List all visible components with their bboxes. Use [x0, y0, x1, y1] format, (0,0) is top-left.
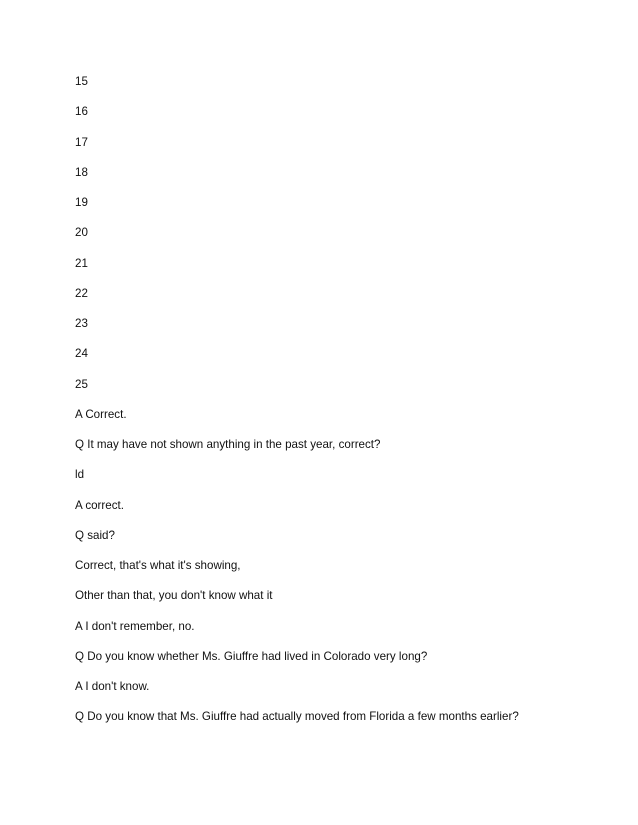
line-number: 21	[75, 256, 88, 270]
line-number: 18	[75, 165, 88, 179]
transcript-line: Q Do you know whether Ms. Giuffre had lived in Colorado very long?	[75, 649, 428, 663]
line-number: 19	[75, 196, 88, 209]
transcript-line: Q It may have not shown anything in the past year, correct?	[75, 438, 381, 451]
transcript-line: ld	[75, 468, 85, 482]
line-number: 17	[75, 135, 88, 149]
line-number: 16	[75, 105, 88, 119]
transcript-line: A I don't know.	[75, 680, 150, 693]
transcript-line: A correct.	[75, 498, 124, 512]
transcript-line: Q Do you know that Ms. Giuffre had actually moved from Florida a few months earlier?	[75, 710, 519, 724]
line-number: 20	[75, 226, 88, 240]
line-number: 15	[75, 75, 88, 88]
transcript-line: A Correct.	[75, 407, 127, 421]
line-number: 23	[75, 317, 88, 330]
transcript-line: Correct, that's what it's showing,	[75, 559, 241, 572]
line-number: 22	[75, 286, 88, 300]
transcript-line: Q said?	[75, 528, 115, 542]
transcript-line: Other than that, you don't know what it	[75, 589, 273, 603]
transcript-text	[75, 73, 615, 739]
line-number: 24	[75, 347, 88, 361]
line-number: 25	[75, 377, 88, 391]
transcript-line: A I don't remember, no.	[75, 619, 195, 633]
